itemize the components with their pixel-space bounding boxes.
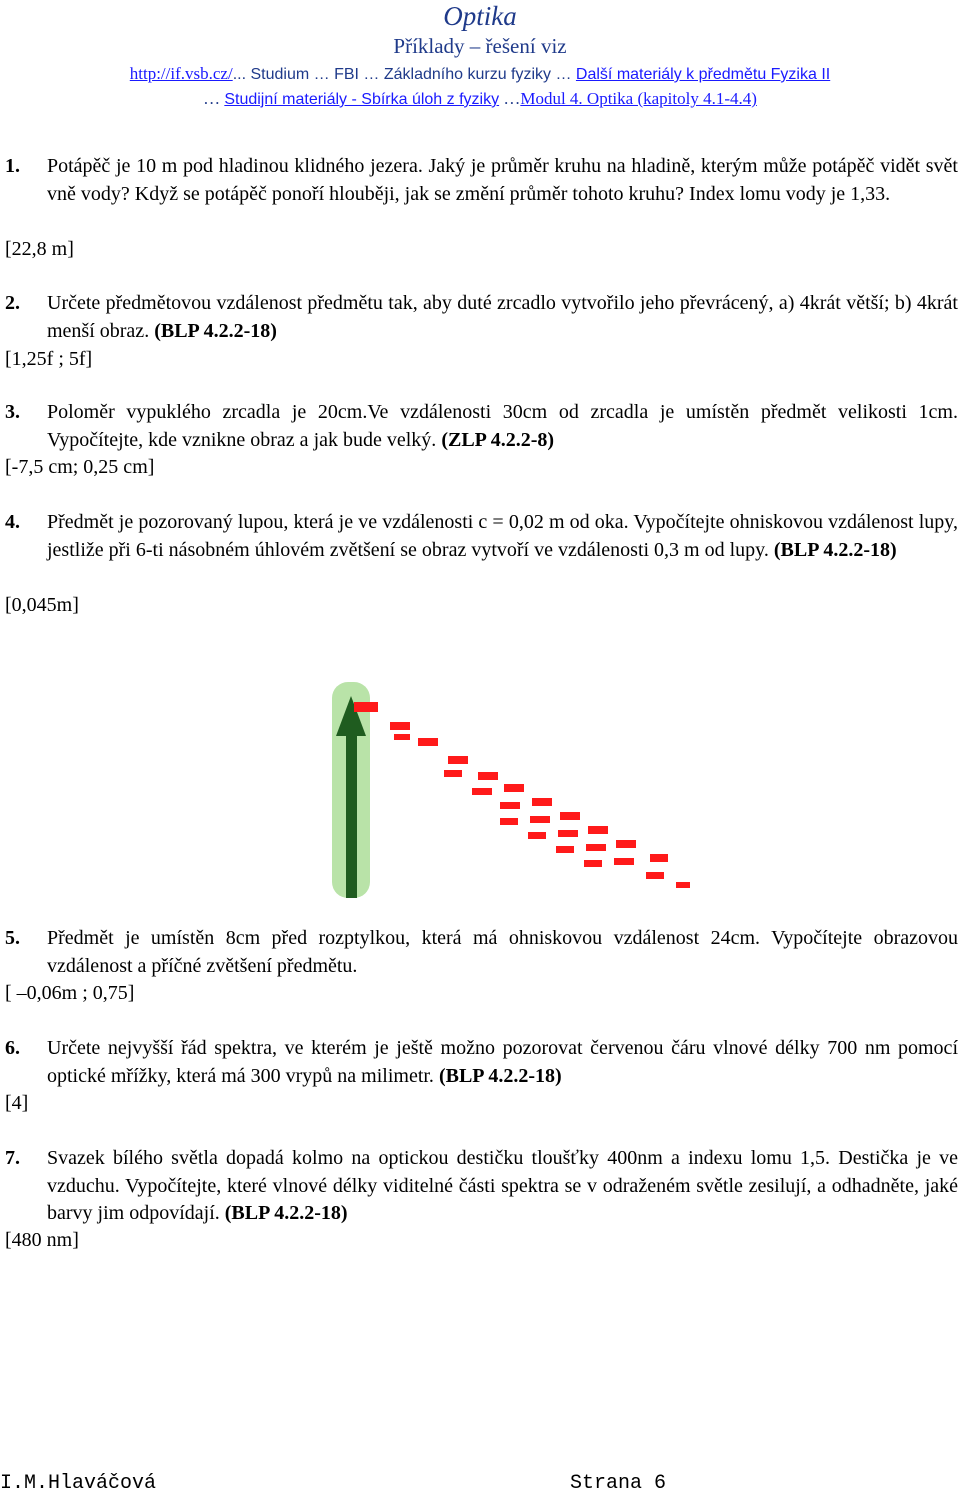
problem-number: 6. xyxy=(5,1037,20,1059)
problem-reference: (BLP 4.2.2-18) xyxy=(773,538,897,561)
ray-dash xyxy=(558,830,578,837)
problem-answer: [1,25f ; 5f] xyxy=(5,348,93,370)
ray-dash xyxy=(528,832,546,839)
ray-dash xyxy=(500,818,518,825)
ray-dash xyxy=(530,816,550,823)
problem-number: 4. xyxy=(5,511,20,533)
breadcrumb-row-2 xyxy=(0,87,960,112)
footer-page-number: Strana 6 xyxy=(570,1472,667,1495)
arrow-shaft xyxy=(346,720,357,898)
breadcrumb-link-collection[interactable]: Studijní materiály - Sbírka úloh z fyziky xyxy=(224,91,500,108)
problem-reference: (BLP 4.2.2-18) xyxy=(438,1064,562,1087)
ray-dash xyxy=(418,738,438,746)
problem-answer: [0,045m] xyxy=(5,594,79,616)
problem-1 xyxy=(0,153,960,208)
breadcrumb xyxy=(0,62,960,87)
problem-number: 2. xyxy=(5,292,20,314)
problem-answer: [22,8 m] xyxy=(5,238,74,260)
ray-dash xyxy=(390,722,410,730)
ray-dash xyxy=(472,788,492,795)
page-title: Optika xyxy=(443,1,517,31)
problem-answer: [4] xyxy=(5,1092,29,1114)
ray-dash xyxy=(444,770,462,777)
problem-number: 7. xyxy=(5,1147,20,1169)
ray-dash xyxy=(448,756,468,764)
breadcrumb-link-materials[interactable]: Další materiály k předmětu Fyzika II xyxy=(575,66,831,83)
breadcrumb-link-vsb[interactable]: http://if.vsb.cz/ xyxy=(129,64,233,83)
page-footer xyxy=(0,1472,960,1496)
problem-text: Svazek bílého světla dopadá kolmo na optickou destičku tloušťky 400nm a indexu lomu 1,5. Destička je ve vzduchu. Vypočítejte, které vlnové délky viditelné části spektra se v odraženém světle zesilují, a odhadněte, jaké barvy jim odpovídají. xyxy=(47,1147,958,1224)
problem-answer: [480 nm] xyxy=(5,1229,79,1251)
ray-dash xyxy=(532,798,552,806)
breadcrumb-text: ... Studium … FBI … Základního kurzu fyziky … xyxy=(232,66,576,83)
ray-dash xyxy=(676,882,690,888)
page-header xyxy=(0,0,960,112)
ray-dash xyxy=(616,840,636,848)
page-subtitle: Příklady – řešení viz xyxy=(393,34,567,58)
problem-text: Určete nejvyšší řád spektra, ve kterém je ještě možno pozorovat červenou čáru vlnové délky 700 nm pomocí optické mřížky, která má 300 vrypů na milimetr. xyxy=(47,1037,958,1087)
problem-number: 3. xyxy=(5,401,20,423)
ray-dash xyxy=(586,844,606,851)
ray-dash xyxy=(650,854,668,862)
problem-reference: (ZLP 4.2.2-8) xyxy=(441,428,555,451)
problem-answer: [-7,5 cm; 0,25 cm] xyxy=(5,456,155,478)
problem-6 xyxy=(0,1035,960,1090)
ray-dash xyxy=(500,802,520,809)
problem-4 xyxy=(0,509,960,564)
dashed-rays xyxy=(354,702,690,888)
problem-reference: (BLP 4.2.2-18) xyxy=(224,1202,348,1224)
problem-text: Poloměr vypuklého zrcadla je 20cm.Ve vzdálenosti 30cm od zrcadla je umístěn předmět velikosti 1cm. Vypočítejte, kde vznikne obraz a jak bude velký. xyxy=(47,401,958,451)
ray-dash xyxy=(556,846,574,853)
arrow-rays-figure xyxy=(332,672,694,898)
ray-dash xyxy=(354,702,378,712)
ray-dash xyxy=(560,812,580,820)
breadcrumb-link-module[interactable]: Modul 4. Optika (kapitoly 4.1-4.4) xyxy=(520,89,757,108)
problem-answer: [ –0,06m ; 0,75] xyxy=(5,982,135,1004)
ray-dash xyxy=(504,784,524,792)
ray-dash xyxy=(394,734,410,740)
problem-3 xyxy=(0,399,960,454)
ray-dash xyxy=(478,772,498,780)
problem-reference: (BLP 4.2.2-18) xyxy=(154,319,277,342)
problem-number: 1. xyxy=(5,155,20,177)
problem-7 xyxy=(0,1145,960,1228)
problem-2 xyxy=(0,290,960,345)
problem-number: 5. xyxy=(5,927,20,949)
breadcrumb-ellipsis: … xyxy=(203,89,225,108)
ray-dash xyxy=(646,872,664,879)
problem-5 xyxy=(0,925,960,980)
problem-text: Předmět je umístěn 8cm před rozptylkou, která má ohniskovou vzdálenost 24cm. Vypočítejte obrazovou vzdálenost a příčné zvětšení předmětu. xyxy=(47,927,958,977)
problem-text: Určete předmětovou vzdálenost předmětu tak, aby duté zrcadlo vytvořilo jeho převrácený, a) 4krát větší; b) 4krát menší obraz. xyxy=(47,292,958,342)
footer-author: I.M.Hlaváčová xyxy=(0,1472,157,1495)
breadcrumb-ellipsis: … xyxy=(499,89,521,108)
problem-text: Předmět je pozorovaný lupou, která je ve vzdálenosti c = 0,02 m od oka. Vypočítejte ohniskovou vzdálenost lupy, jestliže při 6-ti násobném úhlovém zvětšení se obraz vytvoří ve vzdálenosti 0,3 m od lupy. xyxy=(47,511,958,561)
ray-dash xyxy=(588,826,608,834)
ray-dash xyxy=(584,860,602,867)
problem-text: Potápěč je 10 m pod hladinou klidného jezera. Jaký je průměr kruhu na hladině, kterým může potápěč vidět svět vně vody? Když se potápěč ponoří hlouběji, jak se změní průměr tohoto kruhu? Index lomu vody je 1,33. xyxy=(47,155,958,205)
ray-dash xyxy=(614,858,634,865)
